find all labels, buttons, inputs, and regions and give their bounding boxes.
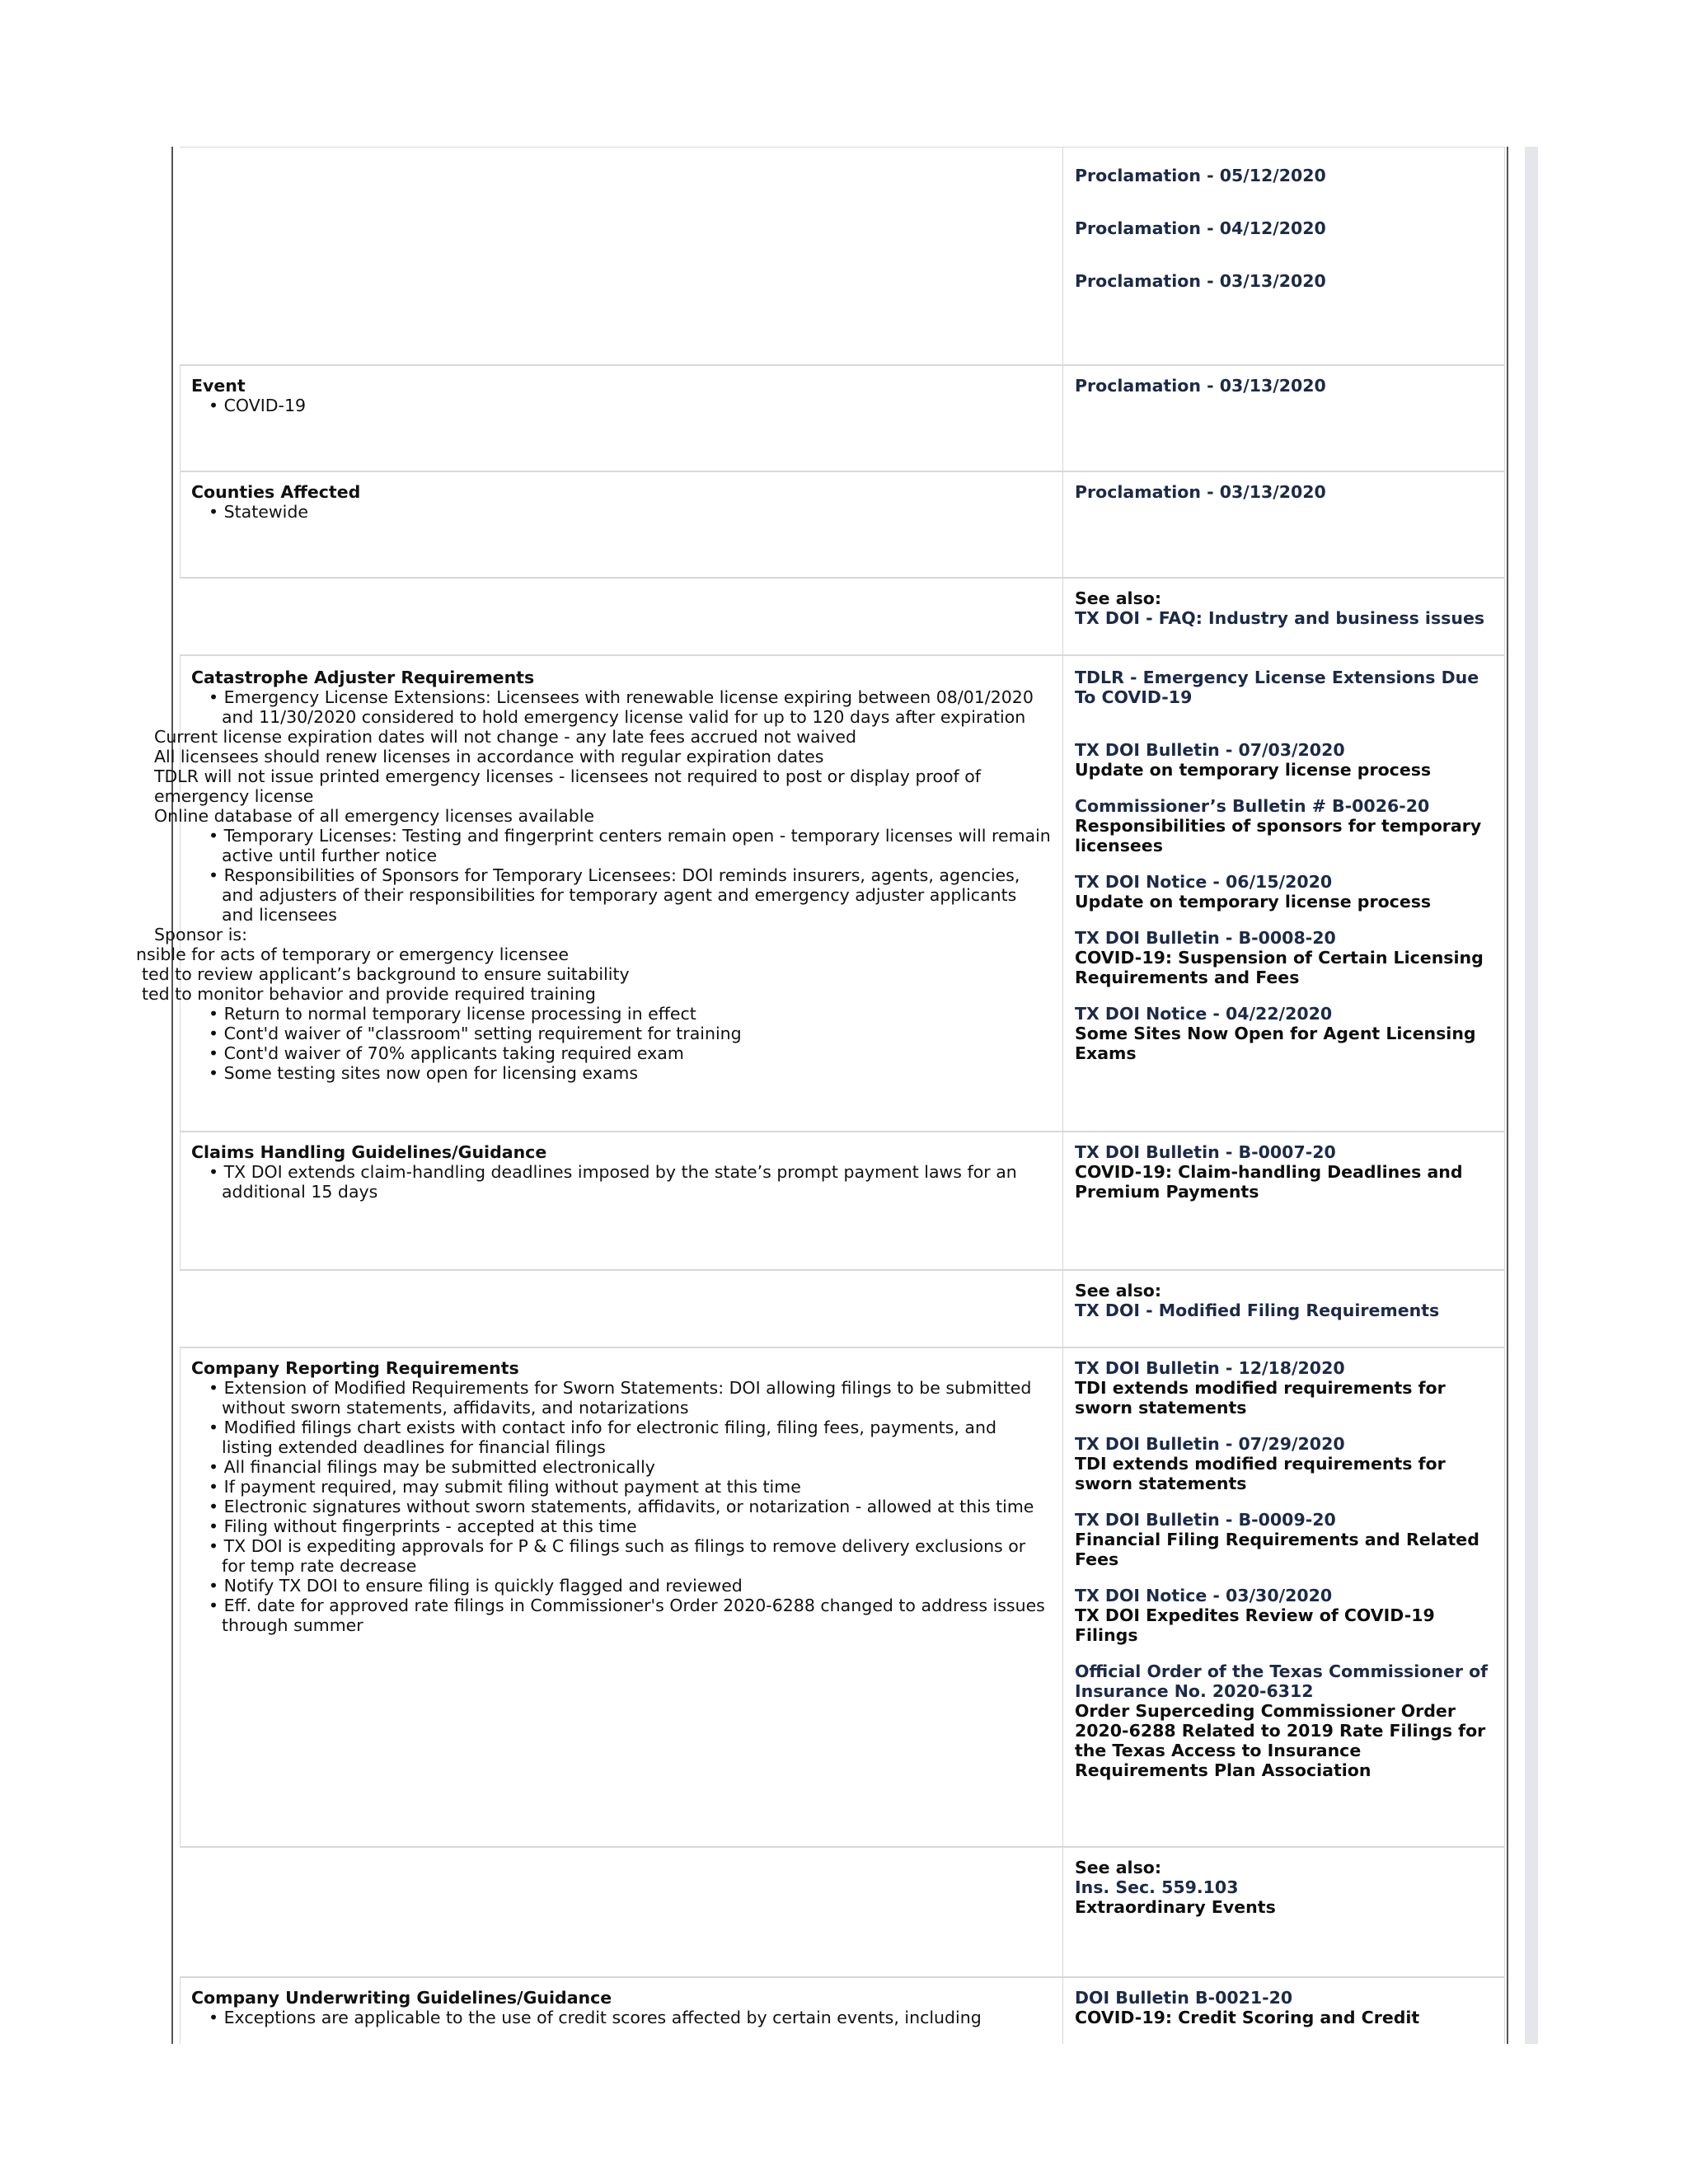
row-title: Company Underwriting Guidelines/Guidance bbox=[191, 1988, 612, 2008]
reference-description: Order Superceding Commissioner Order 2020-6288 Related to 2019 Rate Filings for the Texas Access to Insurance Requirements Plan Association bbox=[1075, 1701, 1486, 1780]
sub-item: ted to review applicant’s background to ensure suitability bbox=[142, 964, 630, 984]
reference-link[interactable]: TX DOI Bulletin - 12/18/2020 bbox=[1075, 1358, 1345, 1378]
reference-link[interactable]: TX DOI Notice - 04/22/2020 bbox=[1075, 1004, 1333, 1024]
bullet-item: • If payment required, may submit filing without payment at this time bbox=[191, 1477, 1051, 1497]
sponsor-intro: Sponsor is: bbox=[154, 925, 248, 944]
reference-link[interactable]: TX DOI - FAQ: Industry and business issues bbox=[1075, 608, 1485, 628]
reference-link[interactable]: Proclamation - 03/13/2020 bbox=[1075, 482, 1326, 502]
sub-item: emergency license bbox=[154, 786, 314, 806]
left-border-line bbox=[171, 147, 173, 2044]
reference-link[interactable]: TX DOI Bulletin - B-0009-20 bbox=[1075, 1510, 1336, 1530]
row-title: Catastrophe Adjuster Requirements bbox=[191, 668, 535, 687]
see-also-label: See also: bbox=[1075, 1281, 1162, 1301]
bullet-item: • Modified filings chart exists with contact info for electronic filing, filing fees, payments, and listing extended deadlines for financial filings bbox=[191, 1418, 1051, 1457]
row-reference-cell bbox=[1064, 148, 1505, 364]
row-topic-cell bbox=[180, 366, 1063, 471]
bullet-item: • Extension of Modified Requirements for Sworn Statements: DOI allowing filings to be submitted without sworn statements, affidavits, and notarizations bbox=[191, 1378, 1051, 1418]
bullet-item: • Temporary Licenses: Testing and fingerprint centers remain open - temporary licenses will remain active until further notice bbox=[191, 826, 1051, 865]
reference-link[interactable]: Proclamation - 03/13/2020 bbox=[1075, 376, 1326, 396]
reference-description: TX DOI Expedites Review of COVID-19 Filings bbox=[1075, 1605, 1435, 1645]
row-topic-cell bbox=[180, 1132, 1063, 1269]
reference-link[interactable]: TX DOI - Modified Filing Requirements bbox=[1075, 1301, 1440, 1320]
bullet-item: • Statewide bbox=[191, 502, 1051, 522]
table-row bbox=[180, 147, 1505, 365]
sub-item: TDLR will not issue printed emergency licenses - licensees not required to post or display proof of bbox=[154, 766, 982, 786]
table-row bbox=[180, 578, 1505, 655]
reference-description: TDI extends modified requirements for sworn statements bbox=[1075, 1378, 1446, 1418]
see-also-label: See also: bbox=[1075, 588, 1162, 608]
table-row bbox=[180, 1977, 1505, 2044]
bullet-item: • All financial filings may be submitted electronically bbox=[191, 1457, 1051, 1477]
reference-description: Financial Filing Requirements and Related Fees bbox=[1075, 1530, 1479, 1569]
table-row bbox=[180, 365, 1505, 471]
bullet-item: • Eff. date for approved rate filings in Commissioner's Order 2020-6288 changed to address issues through summer bbox=[191, 1596, 1051, 1635]
reference-link[interactable]: TDLR - Emergency License Extensions Due To COVID-19 bbox=[1075, 668, 1479, 707]
reference-link[interactable]: TX DOI Notice - 03/30/2020 bbox=[1075, 1586, 1333, 1605]
row-title: Claims Handling Guidelines/Guidance bbox=[191, 1142, 547, 1162]
sub-item: All licensees should renew licenses in accordance with regular expiration dates bbox=[154, 747, 824, 766]
row-topic-cell bbox=[180, 148, 1063, 364]
row-reference-cell bbox=[1064, 472, 1505, 577]
row-reference-cell bbox=[1064, 1348, 1505, 1846]
row-reference-cell bbox=[1064, 579, 1505, 654]
reference-description: COVID-19: Claim-handling Deadlines and Premium Payments bbox=[1075, 1162, 1463, 1202]
row-title: Counties Affected bbox=[191, 482, 361, 502]
reference-link[interactable]: Commissioner’s Bulletin # B-0026-20 bbox=[1075, 796, 1430, 816]
bullet-item: • Emergency License Extensions: Licensees with renewable license expiring between 08/01/2020 and 11/30/2020 considered to hold emergency license valid for up to 120 days after expiration bbox=[191, 687, 1051, 727]
reference-link[interactable]: Proclamation - 03/13/2020 bbox=[1075, 271, 1326, 291]
row-reference-cell bbox=[1064, 1132, 1505, 1269]
reference-link[interactable]: TX DOI Notice - 06/15/2020 bbox=[1075, 872, 1333, 892]
reference-description: COVID-19: Suspension of Certain Licensing Requirements and Fees bbox=[1075, 948, 1484, 987]
table-row bbox=[180, 1847, 1505, 1977]
bullet-item: • TX DOI is expediting approvals for P & C filings such as filings to remove delivery exclusions or for temp rate decrease bbox=[191, 1536, 1051, 1576]
sub-item: ted to monitor behavior and provide required training bbox=[142, 984, 596, 1004]
bullet-item: • TX DOI extends claim-handling deadlines imposed by the state’s prompt payment laws for an additional 15 days bbox=[191, 1162, 1051, 1202]
table-row bbox=[136, 655, 1505, 1132]
row-title: Event bbox=[191, 376, 246, 396]
row-topic-cell bbox=[180, 579, 1063, 654]
bullet-item: • Responsibilities of Sponsors for Temporary Licensees: DOI reminds insurers, agents, agencies, and adjusters of their responsibilities for temporary agent and emergency adjuster applicants and licensees bbox=[191, 865, 1051, 925]
bullet-item: • Cont'd waiver of "classroom" setting requirement for training bbox=[191, 1024, 1051, 1043]
scrollbar[interactable] bbox=[1525, 147, 1538, 2044]
reference-link[interactable]: TX DOI Bulletin - 07/03/2020 bbox=[1075, 740, 1345, 760]
row-topic-cell bbox=[136, 656, 1063, 1131]
sub-item: Online database of all emergency licenses available bbox=[154, 806, 595, 826]
reference-link[interactable]: Proclamation - 04/12/2020 bbox=[1075, 218, 1326, 238]
row-reference-cell bbox=[1064, 366, 1505, 471]
row-title: Company Reporting Requirements bbox=[191, 1358, 519, 1378]
bullet-item: • Notify TX DOI to ensure filing is quickly flagged and reviewed bbox=[191, 1576, 1051, 1596]
reference-link[interactable]: Proclamation - 05/12/2020 bbox=[1075, 166, 1326, 185]
row-reference-cell bbox=[1064, 656, 1505, 1131]
row-reference-cell bbox=[1064, 1978, 1505, 2044]
row-reference-cell bbox=[1064, 1271, 1505, 1347]
sub-item: Current license expiration dates will not change - any late fees accrued not waived bbox=[154, 727, 857, 747]
bullet-item: • Exceptions are applicable to the use of credit scores affected by certain events, including bbox=[191, 2008, 1051, 2027]
bullet-item: • Filing without fingerprints - accepted at this time bbox=[191, 1516, 1051, 1536]
table-row bbox=[180, 471, 1505, 578]
reference-link[interactable]: Ins. Sec. 559.103 bbox=[1075, 1877, 1239, 1897]
right-border-line bbox=[1507, 147, 1508, 2044]
bullet-item: • Return to normal temporary license processing in effect bbox=[191, 1004, 1051, 1024]
reference-description: Update on temporary license process bbox=[1075, 760, 1432, 780]
row-topic-cell bbox=[180, 472, 1063, 577]
sub-item: nsible for acts of temporary or emergency licensee bbox=[136, 944, 569, 964]
bullet-item: • Cont'd waiver of 70% applicants taking required exam bbox=[191, 1043, 1051, 1063]
bullet-item: • COVID-19 bbox=[191, 396, 1051, 415]
reference-description: Extraordinary Events bbox=[1075, 1897, 1276, 1917]
reference-description: Responsibilities of sponsors for temporary licensees bbox=[1075, 816, 1482, 855]
table-row bbox=[180, 1347, 1505, 1847]
reference-description: Update on temporary license process bbox=[1075, 892, 1432, 912]
reference-link[interactable]: TX DOI Bulletin - B-0007-20 bbox=[1075, 1142, 1336, 1162]
reference-description: COVID-19: Credit Scoring and Credit bbox=[1075, 2008, 1420, 2027]
bullet-item: • Some testing sites now open for licensing exams bbox=[191, 1063, 1051, 1083]
reference-link[interactable]: DOI Bulletin B-0021-20 bbox=[1075, 1988, 1293, 2008]
table-row bbox=[180, 1132, 1505, 1270]
reference-description: Some Sites Now Open for Agent Licensing Exams bbox=[1075, 1024, 1476, 1063]
see-also-label: See also: bbox=[1075, 1858, 1162, 1877]
row-topic-cell bbox=[180, 1848, 1063, 1976]
row-topic-cell bbox=[180, 1978, 1063, 2044]
reference-link[interactable]: Official Order of the Texas Commissioner of Insurance No. 2020-6312 bbox=[1075, 1661, 1489, 1701]
reference-description: TDI extends modified requirements for sworn statements bbox=[1075, 1454, 1446, 1493]
bullet-item: • Electronic signatures without sworn statements, affidavits, or notarization - allowed at this time bbox=[191, 1497, 1051, 1516]
reference-link[interactable]: TX DOI Bulletin - 07/29/2020 bbox=[1075, 1434, 1345, 1454]
row-topic-cell bbox=[180, 1348, 1063, 1846]
row-topic-cell bbox=[180, 1271, 1063, 1347]
reference-link[interactable]: TX DOI Bulletin - B-0008-20 bbox=[1075, 928, 1336, 948]
table-row bbox=[180, 1270, 1505, 1347]
row-reference-cell bbox=[1064, 1848, 1505, 1976]
